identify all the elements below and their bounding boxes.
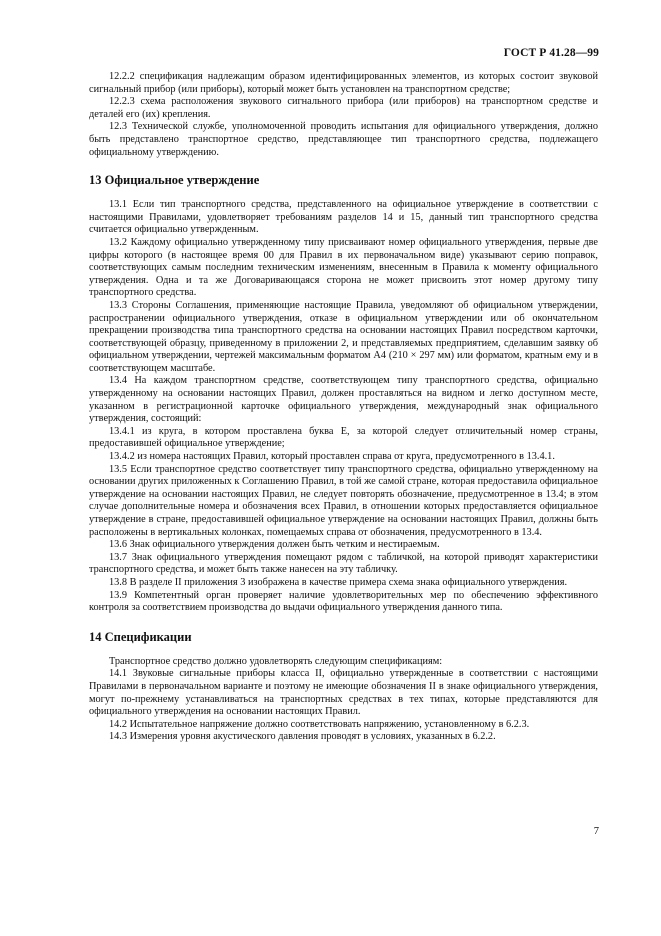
paragraph-14-3: 14.3 Измерения уровня акустического давления проводят в условиях, указанных в 6.2.2. (109, 731, 496, 743)
paragraph-13-1: 13.1 Если тип транспортного средства, представленного на официальное утверждение в соответствии с настоящими Правилами, удовлетворяет требованиям разделов 14 и 15, данный тип транспортного средства считается официально утвержденным. (89, 199, 598, 236)
paragraph-13-3: 13.3 Стороны Соглашения, применяющие настоящие Правила, уведомляют об официальном утверждении, распространении официального утверждения, отказе в официальном утверждении или об окончательном прекращении производства типа транспортного средства на основании настоящих Правил посредством карточки, соответствующей образцу, приведенному в приложении 2, и представляемых предприятием, сделавшим заявку об официальном утверждении, чертежей максимальным форматом А4 (210 × 297 мм) или форматом, кратным ему и в соответствующем масштабе. (89, 299, 598, 374)
paragraph-14-2: 14.2 Испытательное напряжение должно соответствовать напряжению, установленному в 6.2.3. (109, 718, 530, 730)
page-body (89, 71, 598, 744)
paragraph-13-4-1: 13.4.1 из круга, в котором проставлена буква Е, за которой следует отличительный номер страны, предоставившей официальное утверждение; (89, 425, 598, 450)
paragraph-13-2: 13.2 Каждому официально утвержденному типу присваивают номер официального утверждения, первые две цифры которого (в настоящее время 00 для Правил в их первоначальном виде) указывают серию поправок, соответствующих самым последним техническим изменениям, внесенным в Правила к моменту официального утверждения. Одна и та же Договаривающаяся сторона не может присвоить этот номер другому типу транспортного средства. (89, 236, 598, 299)
paragraph-12-2-3: 12.2.3 схема расположения звукового сигнального прибора (или приборов) на транспортном средстве и деталей его (их) крепления. (89, 96, 598, 120)
paragraph-13-6: 13.6 Знак официального утверждения должен быть четким и нестираемым. (109, 539, 440, 551)
paragraph-13-5: 13.5 Если транспортное средство соответствует типу транспортного средства, официально утвержденному на основании других приложенных к Соглашению Правил, в той же самой стране, которая предоставила официальное утверждение на основании настоящих Правил, не следует повторять обозначение, предусмотренное в 13.4; в этом случае дополнительные номера и обозначения всех Правил, в отношении которых предоставляется официальное утверждение в стране, предоставившей официальное утверждение на основании настоящих Правил, должны быть расположены в вертикальных колонках, помещаемых справа от обозначения, предусмотренного в 13.4. (89, 463, 598, 538)
paragraph-13-8: 13.8 В разделе II приложения 3 изображена в качестве примера схема знака официального утверждения. (109, 576, 568, 588)
section-13-heading: 13 Официальное утверждение (89, 173, 260, 188)
paragraph-14-1: 14.1 Звуковые сигнальные приборы класса II, официально утвержденные в соответствии с настоящими Правилами в первоначальном варианте и поэтому не имеющие обозначения II в знаке официального утверждения, могут по-прежнему устанавливаться на транспортных средствах в тех типах, которые представляются для официального утверждения на основании настоящих Правил. (89, 668, 598, 718)
document-id: ГОСТ Р 41.28—99 (503, 47, 599, 59)
paragraph-13-4-2: 13.4.2 из номера настоящих Правил, который проставлен справа от круга, предусмотренного в 13.4.1. (109, 451, 555, 463)
paragraph-12-3: 12.3 Технической службе, уполномоченной проводить испытания для официального утверждения, должно быть представлено транспортное средство, представляющее тип транспортного средства, подлежащего официальному утверждению. (89, 121, 598, 158)
paragraph-13-4: 13.4 На каждом транспортном средстве, соответствующем типу транспортного средства, официально утвержденному на основании настоящих Правил, должен проставляться на видном и легко доступном месте, указанном в регистрационной карточке официального утверждения, международный знак официального утверждения, состоящий: (89, 375, 598, 425)
paragraph-13-9: 13.9 Компетентный орган проверяет наличие удовлетворительных мер по обеспечению эффективного контроля за соответствием производства до выдачи официального утверждения данного типа. (89, 589, 598, 614)
paragraph-14-intro: Транспортное средство должно удовлетворять следующим спецификациям: (109, 655, 443, 667)
section-14-heading: 14 Спецификации (89, 629, 192, 644)
paragraph-12-2-2: 12.2.2 спецификация надлежащим образом идентифицированных элементов, из которых состоит звуковой сигнальный прибор (или приборы), который может быть установлен на транспортном средстве; (89, 71, 598, 95)
paragraph-13-7: 13.7 Знак официального утверждения помещают рядом с табличкой, на которой приводят характеристики транспортного средства, и может быть также нанесен на эту табличку. (89, 551, 598, 576)
page-number: 7 (593, 826, 599, 837)
